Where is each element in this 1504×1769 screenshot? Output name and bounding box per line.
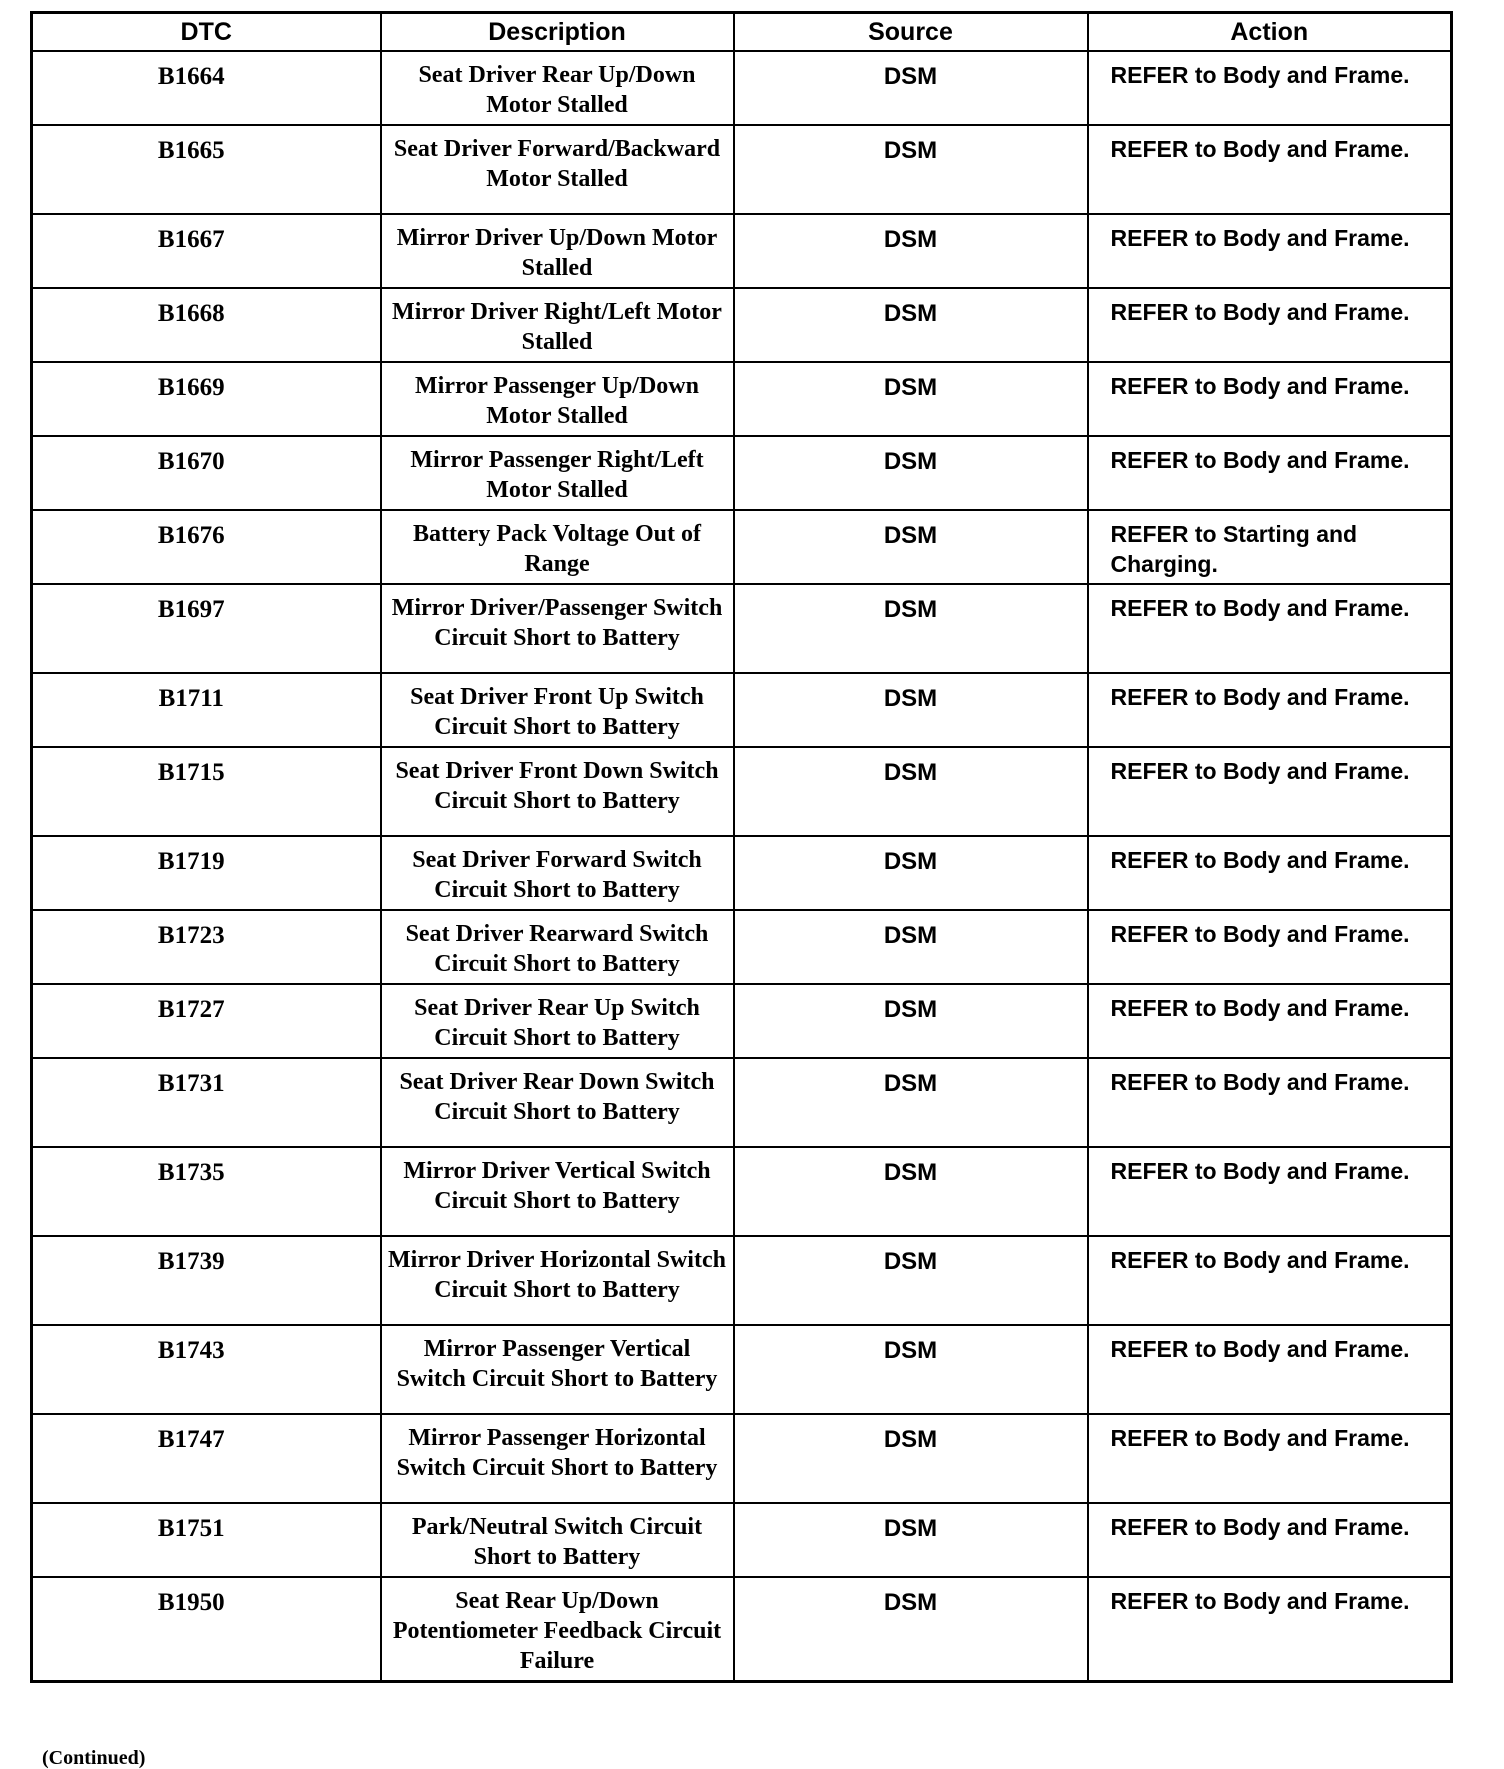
source-cell: DSM bbox=[734, 1414, 1088, 1503]
action-cell: REFER to Body and Frame. bbox=[1088, 1577, 1452, 1682]
action-cell: REFER to Body and Frame. bbox=[1088, 984, 1452, 1058]
source-cell: DSM bbox=[734, 984, 1088, 1058]
dtc-code-cell: B1668 bbox=[32, 288, 381, 362]
header-dtc: DTC bbox=[32, 13, 381, 52]
dtc-code-cell: B1731 bbox=[32, 1058, 381, 1147]
table-row bbox=[32, 288, 1452, 362]
dtc-code-cell: B1719 bbox=[32, 836, 381, 910]
header-row bbox=[32, 13, 1452, 52]
source-cell: DSM bbox=[734, 1325, 1088, 1414]
description-cell: Mirror Passenger Right/Left Motor Stalled bbox=[381, 436, 734, 510]
dtc-code-cell: B1670 bbox=[32, 436, 381, 510]
description-cell: Seat Driver Rear Up/Down Motor Stalled bbox=[381, 51, 734, 125]
table-row bbox=[32, 1147, 1452, 1236]
source-cell: DSM bbox=[734, 910, 1088, 984]
action-cell: REFER to Body and Frame. bbox=[1088, 1414, 1452, 1503]
action-cell: REFER to Body and Frame. bbox=[1088, 214, 1452, 288]
description-cell: Mirror Passenger Up/Down Motor Stalled bbox=[381, 362, 734, 436]
continued-note: (Continued) bbox=[42, 1747, 146, 1769]
table-row bbox=[32, 51, 1452, 125]
source-cell: DSM bbox=[734, 1577, 1088, 1682]
description-cell: Mirror Driver Up/Down Motor Stalled bbox=[381, 214, 734, 288]
table-row bbox=[32, 984, 1452, 1058]
source-cell: DSM bbox=[734, 584, 1088, 673]
table-row bbox=[32, 1058, 1452, 1147]
header-source: Source bbox=[734, 13, 1088, 52]
source-cell: DSM bbox=[734, 362, 1088, 436]
table-row bbox=[32, 673, 1452, 747]
action-cell: REFER to Body and Frame. bbox=[1088, 125, 1452, 214]
action-cell: REFER to Body and Frame. bbox=[1088, 584, 1452, 673]
dtc-code-cell: B1950 bbox=[32, 1577, 381, 1682]
source-cell: DSM bbox=[734, 214, 1088, 288]
source-cell: DSM bbox=[734, 1236, 1088, 1325]
action-cell: REFER to Body and Frame. bbox=[1088, 1503, 1452, 1577]
table-row bbox=[32, 1325, 1452, 1414]
action-cell: REFER to Body and Frame. bbox=[1088, 1147, 1452, 1236]
table-header bbox=[32, 13, 1452, 52]
dtc-code-cell: B1727 bbox=[32, 984, 381, 1058]
dtc-code-cell: B1664 bbox=[32, 51, 381, 125]
description-cell: Seat Driver Front Down Switch Circuit Short to Battery bbox=[381, 747, 734, 836]
header-description: Description bbox=[381, 13, 734, 52]
dtc-code-cell: B1723 bbox=[32, 910, 381, 984]
action-cell: REFER to Body and Frame. bbox=[1088, 1325, 1452, 1414]
dtc-code-cell: B1667 bbox=[32, 214, 381, 288]
source-cell: DSM bbox=[734, 1503, 1088, 1577]
table-body bbox=[32, 51, 1452, 1682]
dtc-code-cell: B1751 bbox=[32, 1503, 381, 1577]
table-row bbox=[32, 1503, 1452, 1577]
dtc-code-cell: B1739 bbox=[32, 1236, 381, 1325]
description-cell: Mirror Passenger Horizontal Switch Circuit Short to Battery bbox=[381, 1414, 734, 1503]
description-cell: Mirror Driver/Passenger Switch Circuit Short to Battery bbox=[381, 584, 734, 673]
source-cell: DSM bbox=[734, 673, 1088, 747]
action-cell: REFER to Body and Frame. bbox=[1088, 436, 1452, 510]
source-cell: DSM bbox=[734, 436, 1088, 510]
description-cell: Seat Rear Up/Down Potentiometer Feedback Circuit Failure bbox=[381, 1577, 734, 1682]
action-cell: REFER to Body and Frame. bbox=[1088, 51, 1452, 125]
action-cell: REFER to Body and Frame. bbox=[1088, 288, 1452, 362]
table-row bbox=[32, 510, 1452, 584]
table-row bbox=[32, 1414, 1452, 1503]
table-row bbox=[32, 362, 1452, 436]
description-cell: Seat Driver Rear Down Switch Circuit Short to Battery bbox=[381, 1058, 734, 1147]
table-row bbox=[32, 1236, 1452, 1325]
dtc-code-cell: B1669 bbox=[32, 362, 381, 436]
action-cell: REFER to Body and Frame. bbox=[1088, 836, 1452, 910]
dtc-code-cell: B1711 bbox=[32, 673, 381, 747]
description-cell: Mirror Driver Vertical Switch Circuit Short to Battery bbox=[381, 1147, 734, 1236]
description-cell: Seat Driver Forward/Backward Motor Stalled bbox=[381, 125, 734, 214]
description-cell: Mirror Passenger Vertical Switch Circuit Short to Battery bbox=[381, 1325, 734, 1414]
source-cell: DSM bbox=[734, 51, 1088, 125]
source-cell: DSM bbox=[734, 836, 1088, 910]
dtc-code-cell: B1665 bbox=[32, 125, 381, 214]
source-cell: DSM bbox=[734, 747, 1088, 836]
action-cell: REFER to Body and Frame. bbox=[1088, 673, 1452, 747]
source-cell: DSM bbox=[734, 510, 1088, 584]
source-cell: DSM bbox=[734, 1147, 1088, 1236]
action-cell: REFER to Body and Frame. bbox=[1088, 1058, 1452, 1147]
dtc-code-cell: B1715 bbox=[32, 747, 381, 836]
table-row bbox=[32, 125, 1452, 214]
description-cell: Seat Driver Rearward Switch Circuit Short to Battery bbox=[381, 910, 734, 984]
table-row bbox=[32, 584, 1452, 673]
dtc-code-cell: B1697 bbox=[32, 584, 381, 673]
dtc-code-cell: B1747 bbox=[32, 1414, 381, 1503]
dtc-code-cell: B1735 bbox=[32, 1147, 381, 1236]
description-cell: Battery Pack Voltage Out of Range bbox=[381, 510, 734, 584]
table-row bbox=[32, 214, 1452, 288]
action-cell: REFER to Body and Frame. bbox=[1088, 747, 1452, 836]
description-cell: Park/Neutral Switch Circuit Short to Battery bbox=[381, 1503, 734, 1577]
table-row bbox=[32, 836, 1452, 910]
table-row bbox=[32, 747, 1452, 836]
table-row bbox=[32, 910, 1452, 984]
description-cell: Mirror Driver Horizontal Switch Circuit Short to Battery bbox=[381, 1236, 734, 1325]
action-cell: REFER to Body and Frame. bbox=[1088, 910, 1452, 984]
table-row bbox=[32, 1577, 1452, 1682]
header-action: Action bbox=[1088, 13, 1452, 52]
dtc-table bbox=[30, 11, 1453, 1683]
source-cell: DSM bbox=[734, 288, 1088, 362]
action-cell: REFER to Body and Frame. bbox=[1088, 362, 1452, 436]
action-cell: REFER to Body and Frame. bbox=[1088, 1236, 1452, 1325]
source-cell: DSM bbox=[734, 1058, 1088, 1147]
description-cell: Mirror Driver Right/Left Motor Stalled bbox=[381, 288, 734, 362]
description-cell: Seat Driver Forward Switch Circuit Short to Battery bbox=[381, 836, 734, 910]
source-cell: DSM bbox=[734, 125, 1088, 214]
table-row bbox=[32, 436, 1452, 510]
dtc-code-cell: B1676 bbox=[32, 510, 381, 584]
action-cell: REFER to Starting and Charging. bbox=[1088, 510, 1452, 584]
description-cell: Seat Driver Rear Up Switch Circuit Short to Battery bbox=[381, 984, 734, 1058]
dtc-code-cell: B1743 bbox=[32, 1325, 381, 1414]
description-cell: Seat Driver Front Up Switch Circuit Short to Battery bbox=[381, 673, 734, 747]
